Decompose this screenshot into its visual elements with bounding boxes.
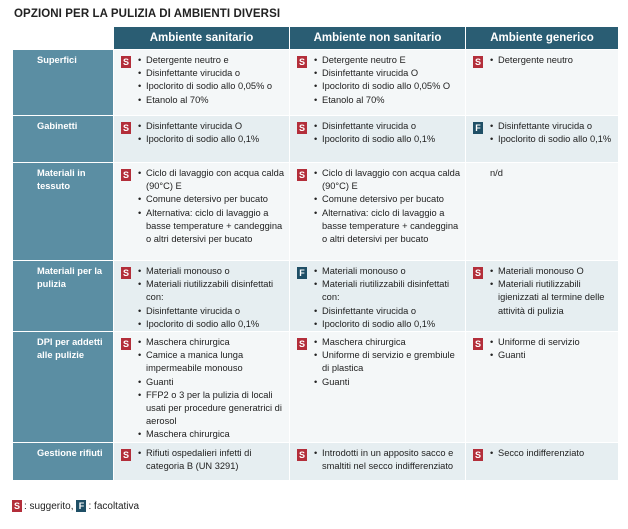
cell-list xyxy=(490,447,614,460)
cell-list xyxy=(490,336,614,362)
list-item: • Materiali riutilizzabili disinfettati con: xyxy=(138,278,285,304)
list-item: • Disinfettante virucida O xyxy=(314,67,461,80)
list-item: • Materiali monouso o xyxy=(314,265,461,278)
list-item: • Detergente neutro xyxy=(490,54,614,67)
suggested-badge: S xyxy=(122,123,129,133)
list-item: • Disinfettante virucida o xyxy=(314,305,461,318)
list-item: • Disinfettante virucida o xyxy=(314,120,461,133)
list-item: • Secco indifferenziato xyxy=(490,447,614,460)
suggested-badge: S xyxy=(298,339,305,349)
cell-list xyxy=(490,265,614,318)
cell-list xyxy=(490,120,614,146)
suggested-badge: S xyxy=(474,450,481,460)
legend-f-text: : facoltativa xyxy=(88,500,140,512)
cell-list xyxy=(314,265,461,331)
cell-list xyxy=(314,54,461,107)
table-cell xyxy=(465,50,618,115)
list-item: • FFP2 o 3 per la pulizia di locali usati per procedure generatrici di aerosol xyxy=(138,389,285,429)
list-item: • Maschera chirurgica xyxy=(138,428,285,441)
suggested-badge: S xyxy=(122,339,129,349)
table-cell xyxy=(465,261,618,331)
legend-s-text: : suggerito, xyxy=(24,500,74,512)
suggested-badge: S xyxy=(474,268,481,278)
list-item: • Uniforme di servizio e grembiule di plastica xyxy=(314,349,461,375)
list-item: • Alternativa: ciclo di lavaggio a basse temperature + candeggina o altri detersivi per bucato xyxy=(138,207,285,247)
list-item: • Camice a manica lunga impermeabile monouso xyxy=(138,349,285,375)
suggested-badge: S xyxy=(298,123,305,133)
list-item: • Ipoclorito di sodio allo 0,1% xyxy=(138,133,285,146)
list-item: • Ciclo di lavaggio con acqua calda (90°C) E xyxy=(314,167,461,193)
row-label: Materiali in tessuto xyxy=(12,163,113,260)
table-header xyxy=(12,27,618,49)
table-cell xyxy=(289,443,465,480)
suggested-badge: S xyxy=(122,268,129,278)
table-row xyxy=(12,442,618,480)
cell-list xyxy=(314,447,461,473)
list-item: • Ipoclorito di sodio allo 0,1% xyxy=(314,133,461,146)
cell-list xyxy=(490,54,614,67)
list-item: • Disinfettante virucida O xyxy=(138,120,285,133)
list-item: • Introdotti in un apposito sacco e smaltiti nel secco indifferenziato xyxy=(314,447,461,473)
suggested-badge: S xyxy=(298,450,305,460)
header-ambiente-sanitario: Ambiente sanitario xyxy=(113,27,289,49)
list-item: • Alternativa: ciclo di lavaggio a basse temperature + candeggina o altri detersivi per bucato xyxy=(314,207,461,247)
list-item: • Detergente neutro E xyxy=(314,54,461,67)
table-cell xyxy=(289,261,465,331)
list-item: • Materiali riutilizzabili disinfettati con: xyxy=(314,278,461,304)
table-cell xyxy=(465,443,618,480)
optional-badge: F xyxy=(473,122,483,134)
header-blank xyxy=(12,27,113,49)
cell-list xyxy=(138,336,285,442)
legend xyxy=(12,500,142,512)
list-item: • Detergente neutro e xyxy=(138,54,285,67)
list-item: • Maschera chirurgica xyxy=(138,336,285,349)
cell-list xyxy=(138,167,285,246)
cell-list xyxy=(138,265,285,331)
cell-list xyxy=(314,120,461,146)
table-row xyxy=(12,49,618,115)
row-label: Materiali per la pulizia xyxy=(12,261,113,331)
row-label: Superfici xyxy=(12,50,113,115)
table-cell xyxy=(289,116,465,162)
list-item: • Ciclo di lavaggio con acqua calda (90°C) E xyxy=(138,167,285,193)
list-item: • Ipoclorito di sodio allo 0,05% o xyxy=(138,80,285,93)
list-item: • Disinfettante virucida o xyxy=(138,67,285,80)
cell-list xyxy=(138,120,285,146)
list-item: • Comune detersivo per bucato xyxy=(314,193,461,206)
table-cell xyxy=(289,332,465,442)
list-item: • Ipoclorito di sodio allo 0,1% xyxy=(138,318,285,331)
suggested-badge: S xyxy=(122,450,129,460)
table-row xyxy=(12,260,618,331)
suggested-badge: S xyxy=(474,57,481,67)
suggested-badge: S xyxy=(474,339,481,349)
table-cell xyxy=(113,163,289,260)
suggested-badge: S xyxy=(122,57,129,67)
header-ambiente-generico: Ambiente generico xyxy=(465,27,618,49)
list-item: • Materiali riutilizzabili igienizzati al termine delle attività di pulizia xyxy=(490,278,614,318)
table-row xyxy=(12,115,618,162)
list-item: • Disinfettante virucida o xyxy=(138,305,285,318)
suggested-badge: S xyxy=(298,170,305,180)
cell-text: n/d xyxy=(490,168,503,178)
list-item: • Guanti xyxy=(490,349,614,362)
row-label: Gabinetti xyxy=(12,116,113,162)
table-row xyxy=(12,331,618,442)
page-title: OPZIONI PER LA PULIZIA DI AMBIENTI DIVERSI xyxy=(14,8,281,20)
list-item: • Materiali monouso O xyxy=(490,265,614,278)
cell-list xyxy=(138,54,285,107)
list-item: • Ipoclorito di sodio allo 0,1% xyxy=(314,318,461,331)
table-cell xyxy=(113,116,289,162)
table-cell xyxy=(113,443,289,480)
legend-f-badge: F xyxy=(76,500,86,512)
table-cell xyxy=(289,163,465,260)
header-ambiente-non-sanitario: Ambiente non sanitario xyxy=(289,27,465,49)
table-cell xyxy=(465,116,618,162)
list-item: • Etanolo al 70% xyxy=(138,94,285,107)
list-item: • Ipoclorito di sodio allo 0,05% O xyxy=(314,80,461,93)
list-item: • Guanti xyxy=(314,376,461,389)
table-cell xyxy=(113,50,289,115)
list-item: • Guanti xyxy=(138,376,285,389)
list-item: • Uniforme di servizio xyxy=(490,336,614,349)
table-cell xyxy=(113,332,289,442)
cell-list xyxy=(138,447,285,473)
list-item: • Etanolo al 70% xyxy=(314,94,461,107)
list-item: • Ipoclorito di sodio allo 0,1% xyxy=(490,133,614,146)
cell-list xyxy=(314,167,461,246)
table-cell xyxy=(465,332,618,442)
list-item: • Disinfettante virucida o xyxy=(490,120,614,133)
row-label: Gestione rifiuti xyxy=(12,443,113,480)
options-table xyxy=(12,27,618,480)
legend-s-badge: S xyxy=(13,501,20,511)
suggested-badge: S xyxy=(298,57,305,67)
list-item: • Comune detersivo per bucato xyxy=(138,193,285,206)
optional-badge: F xyxy=(297,267,307,279)
list-item: • Materiali monouso o xyxy=(138,265,285,278)
list-item: • Rifiuti ospedalieri infetti di categoria B (UN 3291) xyxy=(138,447,285,473)
table-row xyxy=(12,162,618,260)
list-item: • Maschera chirurgica xyxy=(314,336,461,349)
row-label: DPI per addetti alle pulizie xyxy=(12,332,113,442)
table-cell xyxy=(465,163,618,260)
cell-list xyxy=(314,336,461,389)
table-cell xyxy=(289,50,465,115)
suggested-badge: S xyxy=(122,170,129,180)
table-cell xyxy=(113,261,289,331)
